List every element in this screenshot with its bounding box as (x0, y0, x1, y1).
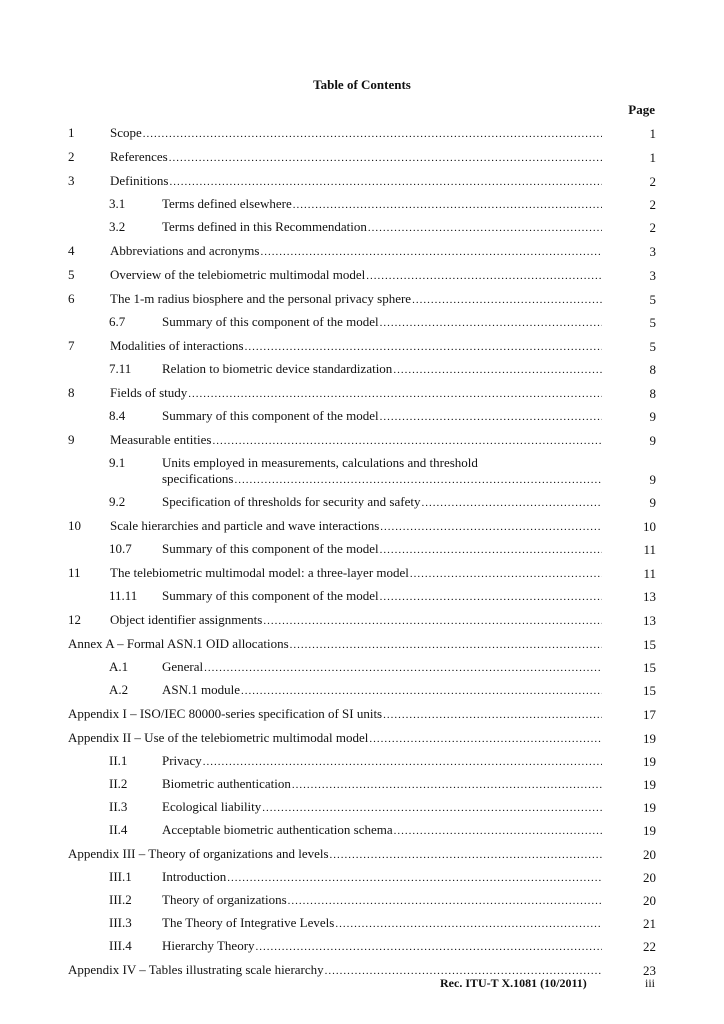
dot-leader (170, 174, 603, 190)
toc-entry-title: Object identifier assignments (110, 612, 263, 627)
toc-entry-page: 9 (649, 472, 656, 487)
dot-leader (292, 777, 602, 793)
dot-leader (293, 197, 602, 213)
toc-entry[interactable] (68, 314, 656, 331)
table-of-contents (68, 125, 656, 979)
page-column-header: Page (628, 102, 655, 117)
toc-entry-page: 19 (643, 777, 656, 792)
toc-entry-title: Appendix II – Use of the telebiometric multimodal model (68, 730, 369, 745)
toc-entry-page: 8 (649, 362, 656, 377)
toc-entry-title: Overview of the telebiometric multimodal model (110, 267, 366, 282)
toc-entry-title: General (162, 659, 204, 674)
toc-entry-number: III.2 (109, 892, 132, 907)
dot-leader (369, 731, 602, 747)
toc-entry-page: 3 (649, 244, 656, 259)
dot-leader (203, 754, 602, 770)
toc-entry[interactable] (68, 822, 656, 839)
toc-entry-number: 9.1 (109, 455, 126, 470)
toc-entry-page: 8 (649, 386, 656, 401)
dot-leader (421, 495, 602, 511)
toc-entry[interactable] (68, 636, 656, 653)
toc-entry[interactable] (68, 267, 656, 284)
toc-entry-number: II.1 (109, 753, 128, 768)
toc-entry-title: Measurable entities (110, 432, 212, 447)
toc-entry-page: 2 (649, 174, 656, 189)
toc-entry-page: 10 (643, 519, 656, 534)
toc-entry[interactable] (68, 338, 656, 355)
toc-entry-title: Appendix IV – Tables illustrating scale hierarchy (68, 962, 324, 977)
toc-entry-number: II.2 (109, 776, 128, 791)
dot-leader (234, 472, 602, 488)
toc-entry-title: Privacy (162, 753, 202, 768)
toc-entry-page: 13 (643, 589, 656, 604)
toc-entry-title: ASN.1 module (162, 682, 240, 697)
toc-entry-number: III.1 (109, 869, 132, 884)
toc-entry[interactable] (68, 682, 656, 699)
toc-entry[interactable] (68, 892, 656, 909)
toc-entry[interactable] (68, 196, 656, 213)
toc-entry-page: 5 (649, 292, 656, 307)
toc-entry-number: II.4 (109, 822, 128, 837)
toc-entry[interactable] (68, 776, 656, 793)
toc-entry[interactable] (68, 361, 656, 378)
toc-entry[interactable] (68, 125, 656, 142)
toc-entry[interactable] (68, 518, 656, 535)
toc-entry-title: Definitions (110, 173, 169, 188)
dot-leader (380, 519, 602, 535)
dot-leader (380, 542, 602, 558)
toc-entry-page: 11 (643, 542, 656, 557)
toc-entry-page: 11 (643, 566, 656, 581)
toc-entry-title: Modalities of interactions (110, 338, 244, 353)
toc-entry-title: Relation to biometric device standardization (162, 361, 393, 376)
toc-entry-page: 23 (643, 963, 656, 978)
dot-leader (393, 362, 602, 378)
toc-entry-title: Scope (110, 125, 142, 140)
toc-entry-title: The telebiometric multimodal model: a three-layer model (110, 565, 409, 580)
toc-entry-number: 11 (68, 565, 81, 580)
toc-entry-page: 3 (649, 268, 656, 283)
toc-entry-number: II.3 (109, 799, 128, 814)
dot-leader (383, 707, 602, 723)
toc-entry-page: 9 (649, 433, 656, 448)
toc-entry-title: Biometric authentication (162, 776, 291, 791)
toc-entry-title: Fields of study (110, 385, 188, 400)
dot-leader (260, 244, 602, 260)
toc-entry-number: 1 (68, 125, 75, 140)
dot-leader (380, 409, 602, 425)
toc-entry-page: 9 (649, 409, 656, 424)
toc-entry[interactable] (68, 846, 656, 863)
toc-entry-page: 15 (643, 660, 656, 675)
toc-entry-page: 1 (649, 150, 656, 165)
toc-entry-title: Appendix III – Theory of organizations and levels (68, 846, 329, 861)
toc-entry-title: Summary of this component of the model (162, 408, 379, 423)
toc-entry-page: 19 (643, 823, 656, 838)
toc-entry[interactable] (68, 149, 656, 166)
dot-leader (288, 893, 602, 909)
dot-leader (335, 916, 602, 932)
toc-entry-title: Specification of thresholds for security and safety (162, 494, 421, 509)
toc-entry-title: Summary of this component of the model (162, 541, 379, 556)
toc-entry[interactable] (68, 565, 656, 582)
dot-leader (412, 292, 602, 308)
toc-entry[interactable] (68, 541, 656, 558)
toc-entry-page: 5 (649, 315, 656, 330)
toc-entry-number: 8.4 (109, 408, 126, 423)
toc-entry-title: Units employed in measurements, calculations and threshold (162, 455, 478, 470)
footer-recommendation: Rec. ITU-T X.1081 (10/2011) (440, 976, 587, 990)
toc-entry-number: 4 (68, 243, 75, 258)
dot-leader (394, 823, 602, 839)
toc-entry-number: 2 (68, 149, 75, 164)
toc-entry-page: 20 (643, 847, 656, 862)
toc-entry-page: 20 (643, 870, 656, 885)
dot-leader (380, 315, 602, 331)
toc-entry-number: III.3 (109, 915, 132, 930)
page-title: Table of Contents (313, 77, 411, 92)
toc-entry[interactable] (68, 291, 656, 308)
dot-leader (262, 800, 602, 816)
toc-entry[interactable] (68, 243, 656, 260)
toc-entry-number: 3.1 (109, 196, 126, 211)
toc-entry-page: 5 (649, 339, 656, 354)
toc-entry[interactable] (68, 799, 656, 816)
toc-entry-page: 22 (643, 939, 656, 954)
toc-entry-page: 15 (643, 637, 656, 652)
dot-leader (169, 150, 602, 166)
toc-entry-page: 19 (643, 731, 656, 746)
toc-entry-title: Summary of this component of the model (162, 588, 379, 603)
dot-leader (256, 939, 602, 955)
dot-leader (368, 220, 602, 236)
toc-entry[interactable] (68, 869, 656, 886)
toc-entry[interactable] (68, 753, 656, 770)
toc-entry[interactable] (68, 219, 656, 236)
toc-entry-page: 13 (643, 613, 656, 628)
toc-entry-number: 8 (68, 385, 75, 400)
toc-entry-number: A.2 (109, 682, 129, 697)
toc-entry-number: 3.2 (109, 219, 126, 234)
toc-entry-number: 11.11 (109, 588, 138, 603)
dot-leader (204, 660, 602, 676)
toc-entry-page: 17 (643, 707, 656, 722)
toc-entry[interactable] (68, 588, 656, 605)
dot-leader (212, 433, 602, 449)
toc-entry-page: 15 (643, 683, 656, 698)
dot-leader (330, 847, 602, 863)
toc-entry-page: 21 (643, 916, 656, 931)
toc-entry-title: References (110, 149, 168, 164)
toc-entry[interactable] (68, 494, 656, 511)
toc-entry-page: 1 (649, 126, 656, 141)
toc-entry-title: Annex A – Formal ASN.1 OID allocations (68, 636, 289, 651)
toc-entry-number: III.4 (109, 938, 132, 953)
toc-entry-title: The Theory of Integrative Levels (162, 915, 335, 930)
toc-entry[interactable] (68, 915, 656, 932)
toc-entry-title: Hierarchy Theory (162, 938, 255, 953)
dot-leader (245, 339, 602, 355)
toc-entry-title: The 1-m radius biosphere and the personal privacy sphere (110, 291, 412, 306)
toc-entry-page: 9 (649, 495, 656, 510)
toc-entry[interactable] (68, 385, 656, 402)
toc-entry-title: Introduction (162, 869, 227, 884)
toc-entry-title: Terms defined elsewhere (162, 196, 292, 211)
toc-entry-number: 7 (68, 338, 75, 353)
toc-entry-page: 20 (643, 893, 656, 908)
toc-entry-title: Ecological liability (162, 799, 262, 814)
toc-entry[interactable] (68, 173, 656, 190)
toc-entry-number: 6 (68, 291, 75, 306)
dot-leader (241, 683, 602, 699)
toc-entry-title: Appendix I – ISO/IEC 80000-series specification of SI units (68, 706, 383, 721)
toc-entry-page: 2 (649, 197, 656, 212)
toc-entry-number: 12 (68, 612, 81, 627)
toc-entry-number: A.1 (109, 659, 129, 674)
toc-entry-title: Terms defined in this Recommendation (162, 219, 367, 234)
toc-entry-title: Scale hierarchies and particle and wave interactions (110, 518, 380, 533)
toc-entry-number: 7.11 (109, 361, 132, 376)
dot-leader (366, 268, 602, 284)
dot-leader (143, 126, 602, 142)
toc-entry-number: 9.2 (109, 494, 126, 509)
toc-entry[interactable] (68, 432, 656, 449)
toc-entry-page: 19 (643, 800, 656, 815)
toc-entry-number: 6.7 (109, 314, 126, 329)
dot-leader (188, 386, 602, 402)
toc-entry[interactable] (68, 938, 656, 955)
toc-entry-title: Summary of this component of the model (162, 314, 379, 329)
footer-page-number: iii (644, 976, 655, 990)
dot-leader (263, 613, 602, 629)
toc-entry[interactable] (68, 408, 656, 425)
toc-entry-title: Abbreviations and acronyms (110, 243, 260, 258)
toc-entry-page: 19 (643, 754, 656, 769)
toc-entry-number: 5 (68, 267, 75, 282)
toc-entry[interactable] (68, 455, 656, 488)
toc-entry[interactable] (68, 659, 656, 676)
dot-leader (290, 637, 602, 653)
toc-entry-number: 10.7 (109, 541, 132, 556)
toc-entry[interactable] (68, 730, 656, 747)
toc-entry-title-continued: specifications (162, 471, 234, 486)
dot-leader (227, 870, 602, 886)
toc-entry[interactable] (68, 612, 656, 629)
toc-entry-number: 9 (68, 432, 75, 447)
toc-entry-title: Acceptable biometric authentication schema (162, 822, 393, 837)
toc-entry-title: Theory of organizations (162, 892, 287, 907)
dot-leader (410, 566, 602, 582)
toc-entry-page: 2 (649, 220, 656, 235)
toc-entry-number: 10 (68, 518, 81, 533)
dot-leader (380, 589, 602, 605)
toc-entry-number: 3 (68, 173, 75, 188)
toc-entry[interactable] (68, 706, 656, 723)
